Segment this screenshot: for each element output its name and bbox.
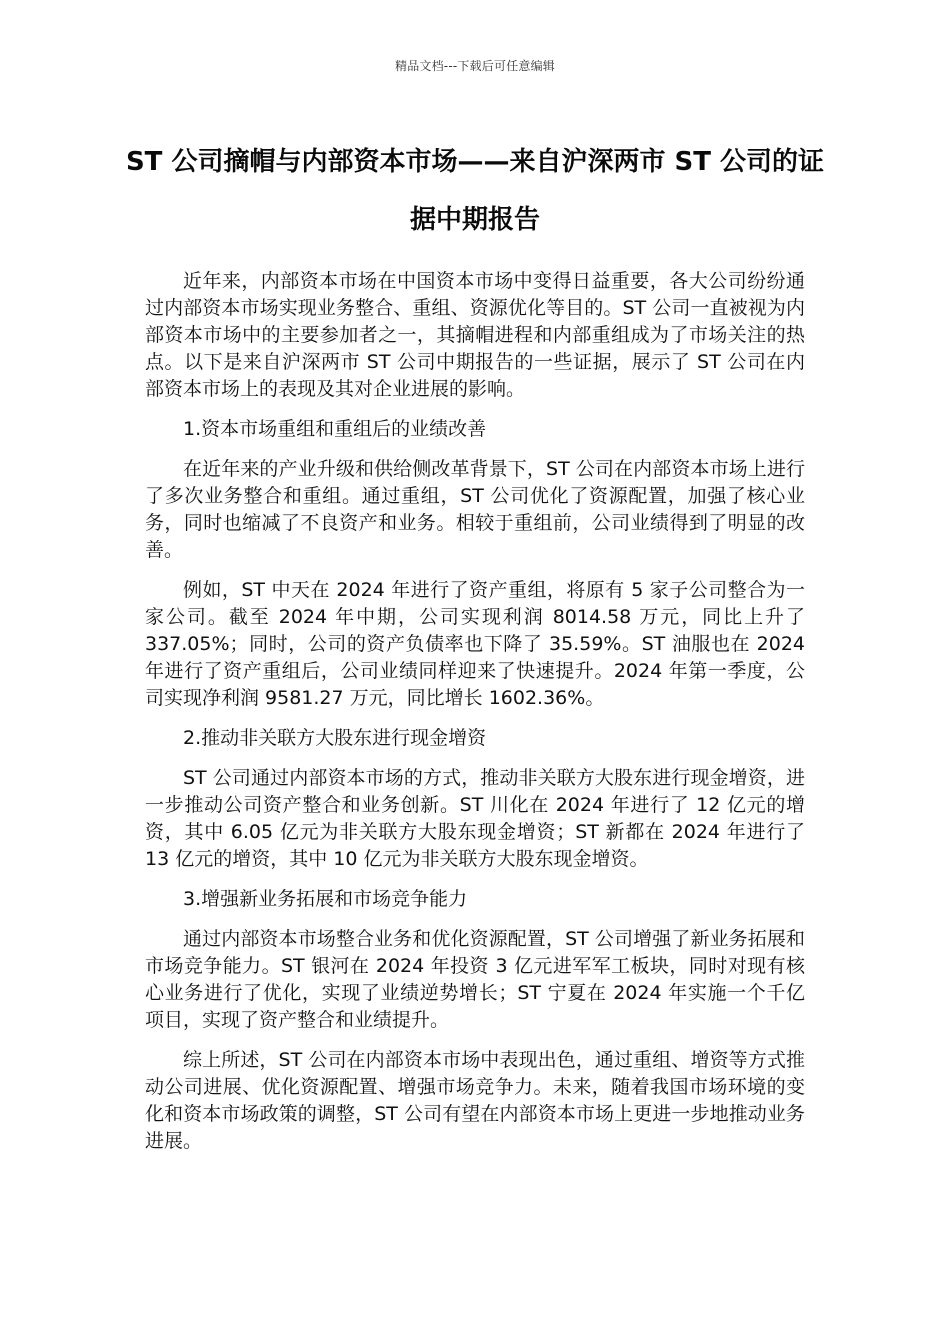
section-1-paragraph-2: 例如，ST 中天在 2024 年进行了资产重组，将原有 5 家子公司整合为一家公司。截至 2024 年中期，公司实现利润 8014.58 万元，同比上升了 337.05%；同时，公司的资产负债率也下降了 35.59%。ST 油服也在 2024 年进行了资产重组后，公司业绩同样迎来了快速提升。2024 年第一季度，公司实现净利润 9581.27 万元，同比增长 1602.36%。 bbox=[145, 579, 805, 709]
document-body bbox=[145, 268, 805, 1168]
document-title: ST 公司摘帽与内部资本市场——来自沪深两市 ST 公司的证据中期报告 bbox=[125, 147, 825, 235]
intro-paragraph: 近年来，内部资本市场在中国资本市场中变得日益重要，各大公司纷纷通过内部资本市场实现业务整合、重组、资源优化等目的。ST 公司一直被视为内部资本市场中的主要参加者之一，其摘帽进程和内部重组成为了市场关注的热点。以下是来自沪深两市 ST 公司中期报告的一些证据，展示了 ST 公司在内部资本市场上的表现及其对企业进展的影响。 bbox=[145, 270, 805, 400]
section-2-paragraph: ST 公司通过内部资本市场的方式，推动非关联方大股东进行现金增资，进一步推动公司资产整合和业务创新。ST 川化在 2024 年进行了 12 亿元的增资，其中 6.05 亿元为非关联方大股东现金增资；ST 新都在 2024 年进行了 13 亿元的增资，其中 10 亿元为非关联方大股东现金增资。 bbox=[145, 767, 805, 870]
section-heading-2: 2.推动非关联方大股东进行现金增资 bbox=[183, 727, 487, 749]
section-3-paragraph: 通过内部资本市场整合业务和优化资源配置，ST 公司增强了新业务拓展和市场竞争能力。ST 银河在 2024 年投资 3 亿元进军军工板块，同时对现有核心业务进行了优化，实现了业绩逆势增长；ST 宁夏在 2024 年实施一个千亿项目，实现了资产整合和业绩提升。 bbox=[145, 928, 805, 1031]
section-heading-3: 3.增强新业务拓展和市场竞争能力 bbox=[183, 888, 468, 910]
section-heading-1: 1.资本市场重组和重组后的业绩改善 bbox=[183, 418, 487, 440]
header-note: 精品文档---下载后可任意编辑 bbox=[395, 59, 555, 73]
conclusion-paragraph: 综上所述，ST 公司在内部资本市场中表现出色，通过重组、增资等方式推动公司进展、优化资源配置、增强市场竞争力。未来，随着我国市场环境的变化和资本市场政策的调整，ST 公司有望在内部资本市场上更进一步地推动业务进展。 bbox=[145, 1049, 805, 1152]
section-1-paragraph-1: 在近年来的产业升级和供给侧改革背景下，ST 公司在内部资本市场上进行了多次业务整合和重组。通过重组，ST 公司优化了资源配置，加强了核心业务，同时也缩减了不良资产和业务。相较于重组前，公司业绩得到了明显的改善。 bbox=[145, 458, 805, 561]
